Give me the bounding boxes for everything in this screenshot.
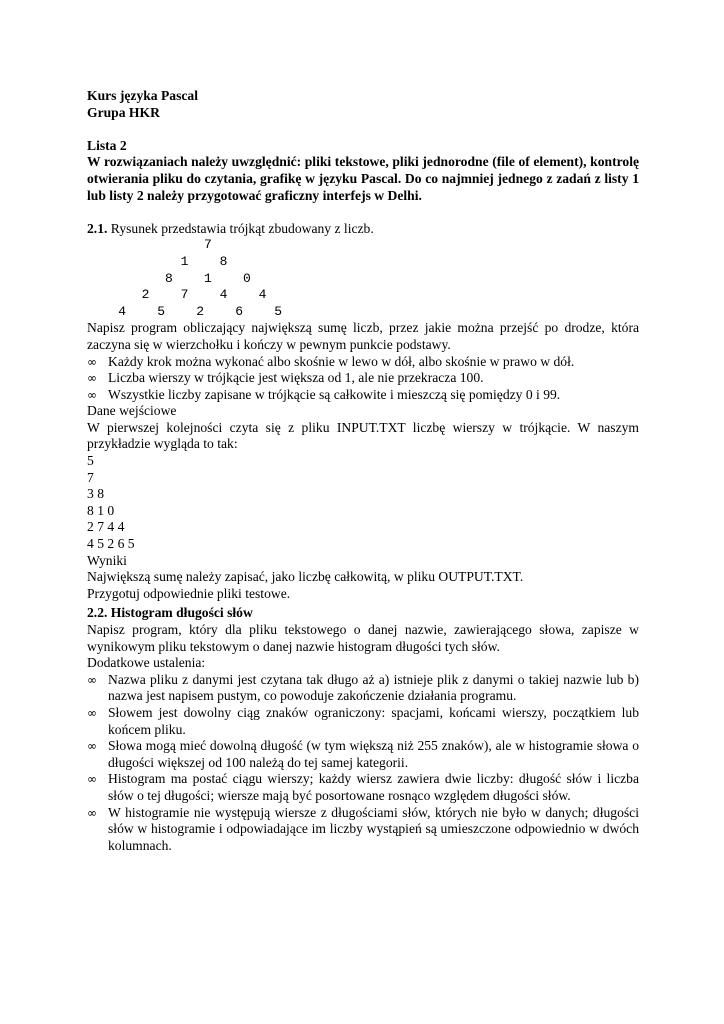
task-2-2-title: 2.2. Histogram długości słów xyxy=(87,605,253,621)
rule-text: Histogram ma postać ciągu wierszy; każdy wiersz zawiera dwie liczby: długość słów i liczba słów o tej długości; wiersze mają być posortowane rosnąco względem długości słów. xyxy=(108,771,639,803)
input-heading: Dane wejściowe xyxy=(87,403,177,419)
task-2-2-rules xyxy=(87,672,639,855)
infinity-bullet-icon: ∞ xyxy=(87,672,97,687)
infinity-bullet-icon: ∞ xyxy=(87,739,97,754)
infinity-bullet-icon: ∞ xyxy=(87,371,97,386)
triangle-row: 2 7 4 4 xyxy=(87,287,267,303)
input-line: 2 7 4 4 xyxy=(87,519,125,535)
rule-text: W histogramie nie występują wiersze z długościami słów, których nie było w danych; długości słów w histogramie i odpowiadające im liczby wystąpień są umieszczone odpowiednio w dwóch kolumnach. xyxy=(108,804,639,853)
spacer xyxy=(87,204,639,221)
input-description: W pierwszej kolejności czyta się z pliku INPUT.TXT liczbę wierszy w trójkącie. W naszym przykładzie wygląda to tak: xyxy=(87,419,639,452)
input-line: 8 1 0 xyxy=(87,502,115,518)
task-2-1-rules xyxy=(87,354,639,404)
task-2-2-description: Napisz program, który dla pliku tekstowego o danej nazwie, zawierającego słowa, zapisze w wynikowym pliku tekstowym o danej nazwie histogram długości tych słów. xyxy=(87,622,639,654)
document-page xyxy=(87,88,639,854)
rule-text: Nazwa pliku z danymi jest czytana tak długo aż a) istnieje plik z danymi o takiej nazwie lub b) nazwa jest napisem pustym, co powoduje zakończenie działania programu. xyxy=(108,671,639,704)
infinity-bullet-icon: ∞ xyxy=(87,772,97,787)
list-item xyxy=(87,387,639,404)
triangle-row: 8 1 0 xyxy=(87,270,251,286)
rule-text: Wszystkie liczby zapisane w trójkącie są całkowite i mieszczą się pomiędzy 0 i 99. xyxy=(108,386,561,402)
list-item xyxy=(87,771,639,804)
list-item xyxy=(87,672,639,705)
test-note: Przygotuj odpowiednie pliki testowe. xyxy=(87,585,291,601)
group-name: Grupa HKR xyxy=(87,104,160,120)
input-example xyxy=(87,453,639,553)
input-line: 4 5 2 6 5 xyxy=(87,536,135,552)
output-description: Największą sumę należy zapisać, jako liczbę całkowitą, w pliku OUTPUT.TXT. xyxy=(87,569,524,585)
triangle-row: 1 8 xyxy=(87,253,228,269)
rule-text: Słowa mogą mieć dowolną długość (w tym większą niż 255 znaków), ale w histogramie słowa o długości większej od 100 należą do tej samej kategorii. xyxy=(108,738,639,770)
triangle-row: 7 xyxy=(87,237,212,253)
infinity-bullet-icon: ∞ xyxy=(87,354,97,369)
list-item xyxy=(87,805,639,855)
output-heading: Wyniki xyxy=(87,552,127,568)
list-item xyxy=(87,738,639,771)
task-2-1-number: 2.1. xyxy=(87,220,108,236)
list-item xyxy=(87,354,639,371)
number-triangle xyxy=(87,237,639,320)
rule-text: Słowem jest dowolny ciąg znaków ograniczony: spacjami, końcami wierszy, początkiem lub końcem pliku. xyxy=(108,704,639,737)
list-item xyxy=(87,705,639,738)
infinity-bullet-icon: ∞ xyxy=(87,805,97,820)
rule-text: Liczba wierszy w trójkącie jest większa od 1, ale nie przekracza 100. xyxy=(108,370,484,386)
input-line: 5 xyxy=(87,453,94,469)
input-line: 3 8 xyxy=(87,486,104,502)
input-line: 7 xyxy=(87,469,94,485)
task-2-1-description: Napisz program obliczający największą sumę liczb, przez jakie można przejść po drodze, która zaczyna się w wierzchołku i kończy w pewnym punkcie podstawy. xyxy=(87,320,639,352)
spacer xyxy=(87,121,639,138)
course-title: Kurs języka Pascal xyxy=(87,88,199,103)
list-title: Lista 2 xyxy=(87,137,127,153)
infinity-bullet-icon: ∞ xyxy=(87,705,97,720)
list-item xyxy=(87,370,639,387)
infinity-bullet-icon: ∞ xyxy=(87,387,97,402)
task-2-1-title: Rysunek przedstawia trójkąt zbudowany z liczb. xyxy=(110,220,374,236)
triangle-row: 4 5 2 6 5 xyxy=(87,303,283,319)
extra-heading: Dodatkowe ustalenia: xyxy=(87,655,206,671)
list-intro: W rozwiązaniach należy uwzględnić: pliki tekstowe, pliki jednorodne (file of element), kontrolę otwierania pliku do czytania, grafikę w języku Pascal. Do co najmniej jednego z zadań z listy 1 lub listy 2 należy przygotować graficzny interfejs w Delhi. xyxy=(87,154,639,203)
task-2-1-heading xyxy=(87,221,639,238)
rule-text: Każdy krok można wykonać albo skośnie w lewo w dół, albo skośnie w prawo w dół. xyxy=(108,353,575,369)
